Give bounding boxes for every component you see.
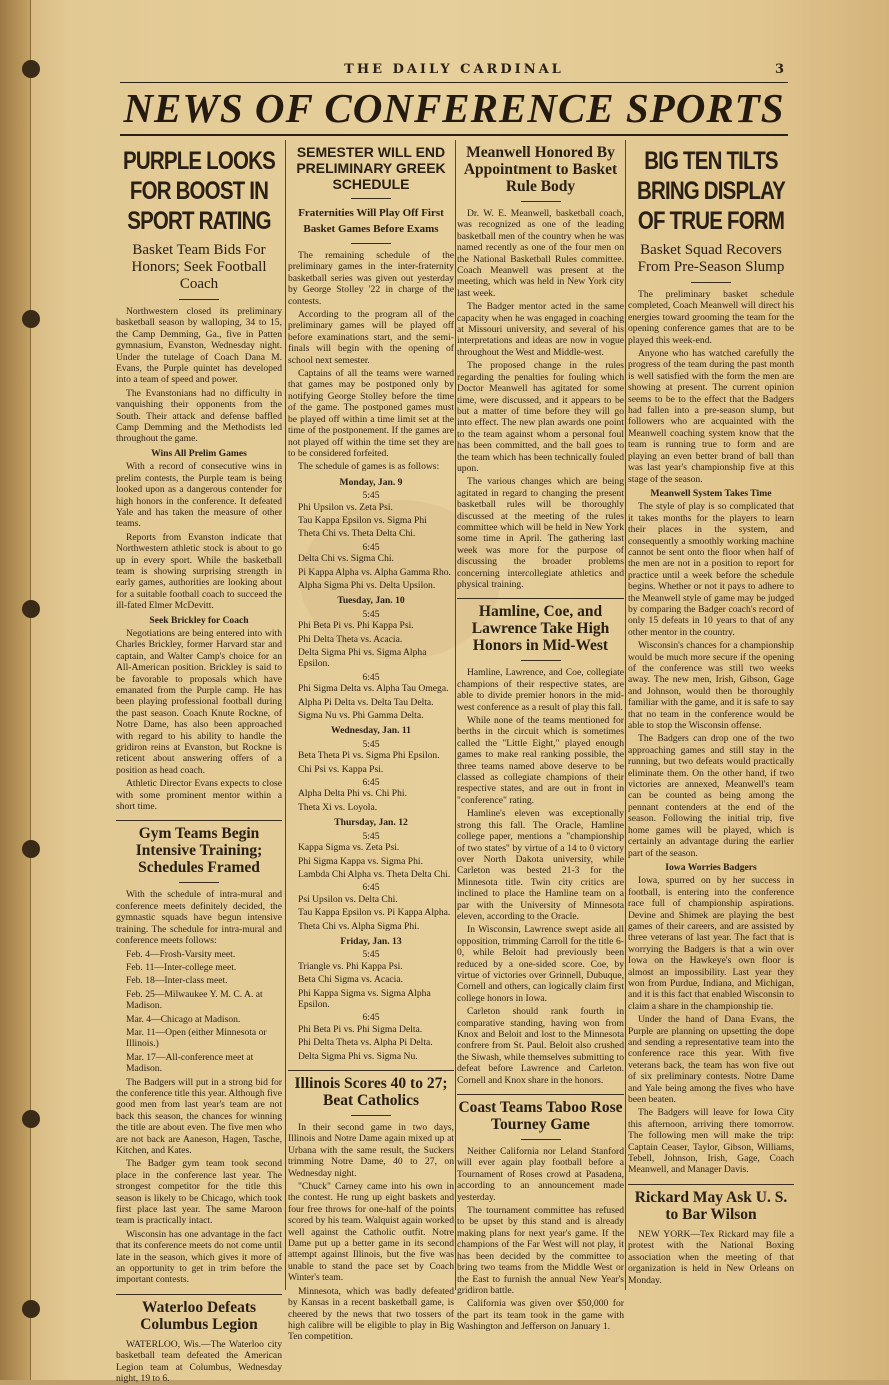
divider: [691, 282, 731, 283]
schedule-game: Theta Chi vs. Theta Delta Chi.: [298, 528, 416, 540]
binding-hole: [22, 60, 40, 78]
schedule-game: Alpha Sigma Phi vs. Delta Upsilon.: [298, 579, 436, 591]
paragraph: With the schedule of intra-mural and conference meets definitely decided, the gymnastic squads have begun intensive training. The schedule for intra-mural and conference meets follows:: [116, 889, 282, 947]
binding-hole: [22, 840, 40, 858]
article-divider: [628, 1184, 794, 1185]
schedule-item: Feb. 11—Inter-college meet.: [126, 961, 237, 973]
paragraph: The preliminary basket schedule completed, Coach Meanwell will direct his energies toward grooming the team for the opening conference games that are to be played this week-end.: [628, 289, 794, 346]
paragraph: The Badgers can drop one of the two approaching games and still stay in the running, but two defeats would practically eliminate them. On the other hand, if two victories are annexed, Meanwell's team can be counted as being among the pennant contenders at the end of the season. Following the initial trip, five home games will be played, which is certainly an advantage during the earlier part of the season.: [628, 733, 794, 859]
paragraph: The Badger gym team took second place in the conference last year. The strongest competitor for the title this season is likely to be Chicago, which took first place last year. The same Maroon team is practically intact.: [116, 1158, 282, 1227]
article-headline: Rickard May Ask U. S. to Bar Wilson: [634, 1188, 788, 1223]
schedule-game: Phi Kappa Sigma vs. Sigma Alpha Epsilon.: [298, 987, 431, 1010]
article-big-ten-tilts: [628, 146, 794, 1176]
paragraph: The style of play is so complicated that it takes months for the players to learn their places in the system, and consequently a smoothly working machine cannot be sent onto the floor when half of the men are not in a position to report for practice until a week before the schedule begins. Whether or not it pays to adhere to the Meanwell style of game may be judged by comparing the Badger coach's record of only 15 defeats in 10 years to that of any other mentor in the country.: [628, 501, 794, 638]
paragraph: The tournament committee has refused to be upset by this stand and is already making plans for next year's game. If the champions of the Far West will not play, it has been decided by the committee to bring two teams from the Middle West or the East to furnish the annual New Year's gridiron battle.: [457, 1205, 624, 1296]
divider: [351, 1115, 391, 1116]
article-deck: Basket Team Bids For Honors; Seek Football Coach: [131, 242, 267, 292]
schedule-game: Chi Psi vs. Kappa Psi.: [298, 763, 384, 775]
paragraph: The remaining schedule of the preliminary games in the inter-fraternity basketball series was given out yesterday by George Stolley '22 in charge of the contests.: [288, 250, 454, 307]
paragraph: Hamline, Lawrence, and Coe, collegiate champions of their respective states, are able to divide premier honors in the mid-west conference as a result of play this fall.: [457, 667, 624, 713]
paragraph: California was given over $50,000 for the part its team took in the game with Washington and Jefferson on January 1.: [457, 1298, 624, 1333]
divider: [521, 660, 561, 661]
paragraph: Anyone who has watched carefully the progress of the team during the past month is well satisfied with the form the men are showing at present. The current opinion seems to be to the effect that the Badgers had fallen into a pre-season slump, but followers who are acquainted with the Meanwell coaching system know that the team is running true to form and are playing an even better brand of ball than was last year's championship five at this stage of the season.: [628, 348, 794, 485]
schedule-game: Phi Beta Pi vs. Phi Sigma Delta.: [298, 1023, 423, 1035]
schedule-game: Psi Upsilon vs. Delta Chi.: [298, 893, 398, 905]
schedule-item: Feb. 18—Inter-class meet.: [126, 975, 228, 987]
schedule-day: Monday, Jan. 9: [339, 476, 403, 488]
article-headline: Waterloo Defeats Columbus Legion: [140, 1298, 258, 1333]
paragraph: In their second game in two days, Illinois and Notre Dame again mixed up at Urbana with the same result, the Suckers trimming Notre Dame, 40 to 27, on Wednesday night.: [288, 1122, 454, 1179]
schedule-game: Pi Kappa Alpha vs. Alpha Gamma Rho.: [298, 566, 451, 578]
schedule-game: Phi Sigma Kappa vs. Sigma Phi.: [298, 855, 423, 867]
schedule-item: Mar. 4—Chicago at Madison.: [126, 1013, 241, 1025]
schedule-game: Alpha Delta Phi vs. Chi Phi.: [298, 788, 407, 800]
paragraph: The schedule of games is as follows:: [298, 461, 440, 473]
schedule-day: Friday, Jan. 13: [340, 935, 402, 947]
paragraph: Iowa, spurred on by her success in football, is entering into the conference race full of championship aspirations. Devine and Shimek are playing the best games of their careers, and are assisted by three veterans of last year. The fact that is worrying the Badgers is that a win over Iowa on the Hawkeye's own floor is almost an impossibility. Last year they won from Purdue, Indiana, and Michigan, and it is this fact that enabled Wisconsin to claim a share in the championship tie.: [628, 875, 794, 1012]
schedule-time: 5:45: [362, 738, 380, 750]
column-rule: [455, 140, 456, 1290]
paragraph: According to the program all of the preliminary games will be played off before examinations start, and the semi-finals will begin with the opening of school next semester.: [288, 309, 454, 366]
schedule-game: Beta Chi Sigma vs. Acacia.: [298, 974, 403, 986]
paragraph: Northwestern closed its preliminary basketball season by walloping, 34 to 15, the Camp Demming, Ga., five in Patten gymnasium, Evanston, Wednesday night. Under the tutelage of Coach Dana M. Evans, the Purple quintet has developed into a team of speed and power.: [116, 306, 282, 386]
schedule-game: Theta Chi vs. Alpha Sigma Phi.: [298, 920, 420, 932]
subheading: Iowa Worries Badgers: [665, 861, 757, 873]
article-deck: Fraternities Will Play Off First Basket Games Before Exams: [298, 207, 444, 235]
page-number: 3: [774, 62, 784, 77]
paragraph: The Evanstonians had no difficulty in vanquishing their opponents from the South. Their attack and defense baffled Camp Demming and the Methodists led throughout the game.: [116, 387, 282, 445]
paragraph: "Chuck" Carney came into his own in the contest. He rung up eight baskets and four free throws for one-half of the points scored by his team. Walquist again worked well against the Catholic outfit. Notre Dame put up a better game in its second attempt against Illinois, but the five was unable to stand the pace set by Coach Winter's team.: [288, 1181, 454, 1284]
article-deck: Basket Squad Recovers From Pre-Season Slump: [637, 242, 785, 275]
column-1: [116, 140, 282, 1385]
game-schedule: [288, 477, 454, 1062]
schedule-time: 6:45: [362, 671, 380, 683]
binding-hole: [22, 600, 40, 618]
article-divider: [457, 598, 624, 599]
subheading: Wins All Prelim Games: [151, 447, 247, 459]
article-waterloo: [116, 1299, 282, 1385]
paragraph: Under the hand of Dana Evans, the Purple are planning on upsetting the dope and sending a representative team into the conference race this year. With five veterans back, the team has won five out of six preliminary contests. Notre Dame and Yale being among the fives who have been beaten.: [628, 1014, 794, 1106]
article-hamline-coe: [457, 603, 624, 1086]
paragraph: Minnesota, which was badly defeated by Kansas in a recent basketball game, is cheered by the news that two tossers of high calibre will be eligible to play in Big Ten competition.: [288, 1285, 454, 1343]
paragraph: Carleton should rank fourth in comparative standing, having won from Knox and Beloit and lost to the Minnesota confrere from St. Paul. Beloit also crushed the Siwash, while themselves submitting to defeat before Lawrence and Carleton. Cornell and Knox share in the honors.: [457, 1006, 624, 1086]
article-rickard: [628, 1189, 794, 1286]
schedule-game: Tau Kappa Epsilon vs. Pi Kappa Alpha.: [298, 907, 451, 919]
paragraph: The Badgers will leave for Iowa City this afternoon, arriving there tomorrow. The following men will make the trip: Captain Ceaser, Taylor, Gibson, Williams, Tebell, Johnson, Irish, Gage, Coach Meanwell, and Manager Davis.: [628, 1107, 794, 1176]
article-divider: [288, 1070, 454, 1071]
paragraph: While none of the teams mentioned for berths in the circuit which is sometimes called the "Little Eight," played enough games to make real ranking possible, the three teams named above deserve to be classed as collegiate champions of their respective states, and are out in front in "conference" rating.: [457, 715, 624, 806]
schedule-game: Delta Chi vs. Sigma Chi.: [298, 553, 394, 565]
schedule-time: 6:45: [362, 1012, 380, 1024]
paragraph: Reports from Evanston indicate that Northwestern athletic stock is about to go up in every sport. While the basketball team is showing surprising strength in early games, authorities are looking about for a suitable football coach to succeed the ill-fated Elmer McDevitt.: [116, 531, 282, 612]
schedule-game: Beta Theta Pi vs. Sigma Phi Epsilon.: [298, 750, 440, 762]
divider: [521, 1139, 561, 1140]
banner-rule: [120, 134, 788, 136]
schedule-game: Phi Delta Theta vs. Acacia.: [298, 633, 403, 645]
schedule-time: 5:45: [362, 490, 380, 502]
article-headline: PURPLE LOOKS FOR BOOST IN SPORT RATING: [123, 147, 275, 235]
schedule-game: Triangle vs. Phi Kappa Psi.: [298, 960, 403, 972]
article-divider: [116, 820, 282, 821]
binding-hole: [22, 310, 40, 328]
paragraph: In Wisconsin, Lawrence swept aside all opposition, trimming Carroll for the title 6-0, while Beloit had previously been reduced by a one-sided score. Coe, by virtue of victories over Grinnell, Dubuque, Cornell and others, can logically claim first college honors in Iowa.: [457, 924, 624, 1004]
column-rule: [625, 140, 626, 1290]
paragraph: Negotiations are being entered into with Charles Brickley, former Harvard star and captain, and Walter Camp's choice for an All-American position. Brickley is said to be favorable to proposals which have emanated from the Purple camp. He has been playing professional football during the past season. Coach Knute Rockne, of Notre Dame, has also been approached with regard to his ability to handle the gridiron reins at Evanston, but Rockne is reticent about answering offers of a position as head coach.: [116, 627, 282, 776]
schedule-game: Theta Xi vs. Loyola.: [298, 801, 378, 813]
schedule-time: 5:45: [362, 949, 380, 961]
article-purple-looks: [116, 146, 282, 812]
page-header: [120, 62, 788, 83]
article-headline: Coast Teams Taboo Rose Tourney Game: [458, 1099, 623, 1134]
schedule-day: Thursday, Jan. 12: [334, 817, 408, 829]
paragraph: NEW YORK—Tex Rickard may file a protest with the National Boxing association when the meeting of that organization is held in New Orleans on Monday.: [628, 1228, 794, 1286]
article-divider: [457, 1094, 624, 1095]
schedule-item: Mar. 17—All-conference meet at Madison.: [126, 1051, 254, 1075]
schedule-time: 6:45: [362, 777, 380, 789]
schedule-item: Mar. 11—Open (either Minnesota or Illinois.): [126, 1026, 267, 1050]
schedule-game: Delta Sigma Phi vs. Sigma Alpha Epsilon.: [298, 647, 427, 670]
article-headline: Meanwell Honored By Appointment to Basket Rule Body: [463, 144, 618, 195]
paragraph: The proposed change in the rules regarding the penalties for fouling which Doctor Meanwell has agitated for some time, were discussed, and it appears to be but a matter of time before they will go into effect. The new plan awards one point to the team against whom a personal foul has been committed, and the ball goes to the team which has been technically fouled upon.: [457, 360, 624, 474]
paragraph: Athletic Director Evans expects to close with some prominent mentor within a short time.: [116, 778, 282, 813]
schedule-game: Delta Sigma Phi vs. Sigma Nu.: [298, 1050, 418, 1062]
paragraph: Hamline's eleven was exceptionally strong this fall. The Oracle, Hamline college paper, mentions a "championship of two states" by virtue of a 14 to 0 victory over North Dakota university, while Carleton was bested 21-3 for the Minnesota title. Twin city critics are inclined to place the Hamline team on a par with the University of Minnesota eleven, according to the Oracle.: [457, 808, 624, 922]
divider: [351, 243, 391, 244]
paragraph: The Badger mentor acted in the same capacity when he was engaged in coaching at Missouri university, and several of his interpretations and ideas are now in vogue throughout the West and Middle-west.: [457, 301, 624, 358]
article-meanwell-honored: [457, 144, 624, 590]
schedule-item: Feb. 4—Frosh-Varsity meet.: [126, 948, 236, 960]
paragraph: The various changes which are being agitated in regard to changing the present basketball rules will be thoroughly discussed at the meeting of the rules committee which will be held in New York some time in April. The gathering last week was more for the purpose of discussing the broader problems concerning intercollegiate athletics and physical training.: [457, 476, 624, 590]
article-headline: SEMESTER WILL END PRELIMINARY GREEK SCHEDULE: [296, 144, 446, 192]
binding-hole: [22, 1300, 40, 1318]
schedule-time: 5:45: [362, 830, 380, 842]
paragraph: With a record of consecutive wins in prelim contests, the Purple team is being looked upon as a dangerous contender for high honors in the conference. It defeated Yale and has taken the measure of other teams.: [116, 461, 282, 530]
divider: [521, 201, 561, 202]
article-semester-greek: [288, 144, 454, 1062]
schedule-game: Kappa Sigma vs. Zeta Psi.: [298, 842, 400, 854]
paragraph: WATERLOO, Wis.—The Waterloo city basketball team defeated the American Legion team at Columbus, Wednesday night, 19 to 6.: [116, 1338, 282, 1385]
schedule-game: Phi Beta Pi vs. Phi Kappa Psi.: [298, 620, 414, 632]
article-headline: Illinois Scores 40 to 27; Beat Catholics: [294, 1075, 448, 1109]
divider: [179, 299, 219, 300]
paragraph: Neither California nor Leland Stanford will ever again play football before a Tournament of Roses crowd at Pasadena, according to an announcement made yesterday.: [457, 1146, 624, 1203]
column-4: [628, 140, 794, 1290]
article-headline: BIG TEN TILTS BRING DISPLAY OF TRUE FORM: [636, 147, 786, 235]
schedule-game: Phi Sigma Delta vs. Alpha Tau Omega.: [298, 683, 449, 695]
schedule-game: Phi Delta Theta vs. Alpha Pi Delta.: [298, 1037, 433, 1049]
column-2: [288, 140, 454, 1343]
schedule-time: 5:45: [362, 608, 380, 620]
paper-name: THE DAILY CARDINAL: [344, 62, 564, 77]
paragraph: Wisconsin has one advantage in the fact that its conference meets do not come until late in the season, which gives it more of an opportunity to get in trim before the important contests.: [116, 1228, 282, 1286]
schedule-time: 6:45: [362, 882, 380, 894]
article-illinois: [288, 1075, 454, 1343]
schedule-item: Feb. 25—Milwaukee Y. M. C. A. at Madison.: [126, 988, 263, 1012]
article-divider: [116, 1294, 282, 1295]
schedule-time: 6:45: [362, 541, 380, 553]
subheading: Seek Brickley for Coach: [149, 614, 249, 626]
article-headline: Hamline, Coe, and Lawrence Take High Honors in Mid-West: [471, 603, 610, 655]
paragraph: The Badgers will put in a strong bid for the conference title this year. Although five good men from last year's team are not back this season, the chances for winning the title are about even. The five men who are not back are Aaneson, Hagen, Tasche, Kitchen, and Kates.: [116, 1076, 282, 1156]
column-3: [457, 140, 624, 1333]
paragraph: Dr. W. E. Meanwell, basketball coach, was recognized as one of the leading basketball men of the country when he was named recently as one of the four men on the National Basketball Rules committee. Coach Meanwell was present at the meeting, which was held in New York city last week.: [457, 208, 624, 299]
schedule-game: Phi Upsilon vs. Zeta Psi.: [298, 501, 393, 513]
divider: [179, 882, 219, 883]
schedule-game: Sigma Nu vs. Phi Gamma Delta.: [298, 710, 424, 722]
column-rule: [285, 140, 286, 1290]
article-gym-teams: [116, 825, 282, 1285]
divider: [351, 198, 391, 199]
article-headline: Gym Teams Begin Intensive Training; Schedules Framed: [135, 825, 263, 877]
schedule-day: Wednesday, Jan. 11: [331, 725, 411, 737]
page-binding: [0, 0, 31, 1380]
paragraph: Captains of all the teams were warned that games may be postponed only by notifying George Stolley before the time of the game. The postponed games must be played off within a time limit set at the time of the postponement. If the games are not played off within the time set they are to be considered forfeited.: [288, 368, 454, 459]
subheading: Meanwell System Takes Time: [650, 487, 772, 499]
schedule-game: Lambda Chi Alpha vs. Theta Delta Chi.: [298, 868, 451, 880]
schedule-game: Tau Kappa Epsilon vs. Sigma Phi: [298, 514, 427, 526]
schedule-game: Alpha Pi Delta vs. Delta Tau Delta.: [298, 696, 434, 708]
section-banner: NEWS OF CONFERENCE SPORTS: [123, 85, 785, 131]
binding-hole: [22, 1110, 40, 1128]
paragraph: Wisconsin's chances for a championship would be much more secure if the opening of the conference was still two weeks away. The new men, Irish, Gibson, Gage and Johnson, would then be thoroughly familiar with the game, and it is safe to say that no team in the conference would be able to stop the Wisconsin offense.: [628, 640, 794, 732]
article-coast-teams: [457, 1099, 624, 1333]
schedule-day: Tuesday, Jan. 10: [337, 595, 405, 607]
